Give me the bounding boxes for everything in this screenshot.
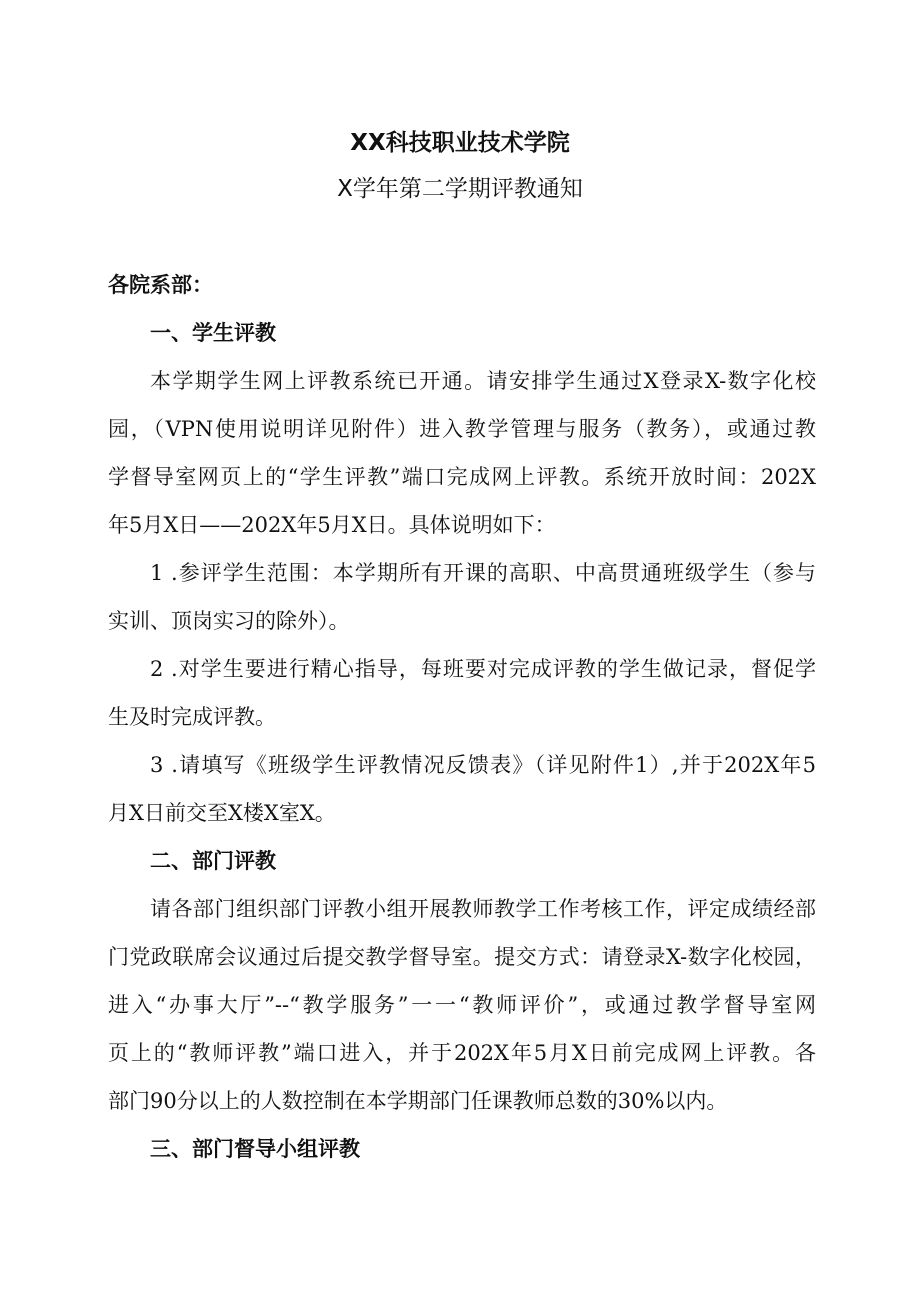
- section-1-paragraph-line: 园，（VPN使用说明详见附件）进入教学管理与服务（教务），或通过教: [108, 417, 816, 441]
- section-1-paragraph-line: 年5月X日——202X年5月X日。具体说明如下：: [108, 513, 556, 537]
- document-subtitle: X学年第二学期评教通知: [337, 176, 583, 202]
- list-item-2-line: 2 .对学生要进行精心指导，每班要对完成评教的学生做记录，督促学: [150, 657, 816, 681]
- list-item-1-line: 实训、顶岗实习的除外）。: [108, 609, 350, 633]
- section-2-paragraph-line: 部门90分以上的人数控制在本学期部门任课教师总数的30%以内。: [108, 1089, 728, 1113]
- section-2-paragraph-line: 请各部门组织部门评教小组开展教师教学工作考核工作，评定成绩经部: [150, 897, 816, 921]
- section-3-heading: 三、部门督导小组评教: [150, 1136, 360, 1161]
- section-1-heading: 一、学生评教: [150, 320, 276, 345]
- salutation: 各院系部：: [108, 272, 213, 297]
- section-2-heading: 二、部门评教: [150, 848, 276, 873]
- section-2-paragraph-line: 页上的“教师评教”端口进入，并于202X年5月X日前完成网上评教。各: [108, 1041, 816, 1065]
- section-2-paragraph-line: 进入“办事大厅”--“教学服务”一一“教师评价”，或通过教学督导室网: [108, 993, 816, 1017]
- section-1-paragraph-line: 本学期学生网上评教系统已开通。请安排学生通过X登录X-数字化校: [150, 369, 816, 393]
- section-2-paragraph-line: 门党政联席会议通过后提交教学督导室。提交方式：请登录X-数字化校园，: [108, 945, 816, 969]
- list-item-3-line: 3 .请填写《班级学生评教情况反馈表》（详见附件1）,并于202X年5: [150, 753, 816, 777]
- list-item-3-line: 月X日前交至X楼X室X。: [108, 801, 336, 825]
- list-item-1-line: 1 .参评学生范围：本学期所有开课的高职、中高贯通班级学生（参与: [150, 561, 816, 585]
- section-1-paragraph-line: 学督导室网页上的“学生评教”端口完成网上评教。系统开放时间：202X: [108, 465, 816, 489]
- document-title: XX科技职业技术学院: [350, 130, 570, 156]
- list-item-2-line: 生及时完成评教。: [108, 705, 276, 729]
